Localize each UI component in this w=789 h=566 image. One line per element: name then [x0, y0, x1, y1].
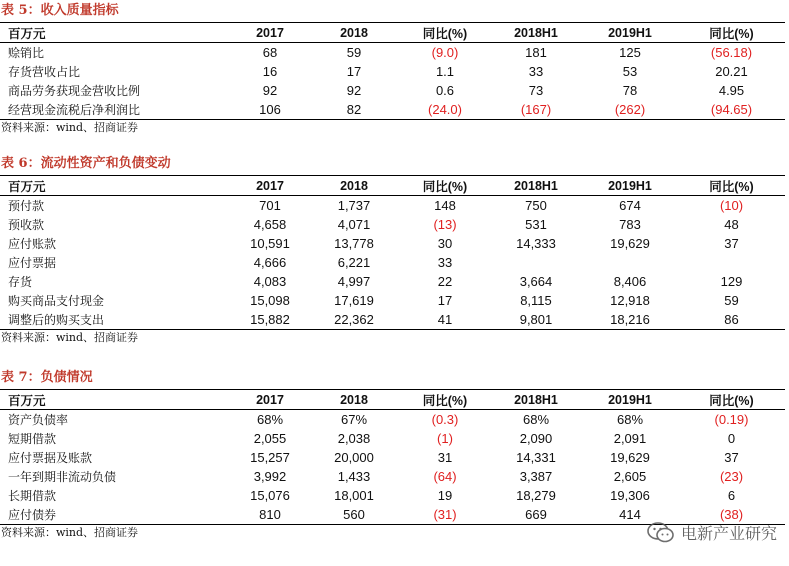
table-row	[0, 43, 785, 63]
table-cell: 19,306	[610, 488, 650, 503]
table-row	[0, 234, 785, 253]
table-cell: 0	[727, 431, 736, 446]
column-header: 2019H1	[608, 392, 652, 407]
table-cell: (94.65)	[710, 102, 753, 117]
table-row	[0, 291, 785, 310]
table-cell: 17	[346, 64, 362, 79]
row-label: 短期借款	[8, 432, 57, 446]
column-header: 同比(%)	[422, 393, 468, 408]
table-cell: 59	[724, 293, 739, 308]
table-cell: 20,000	[334, 450, 374, 465]
column-header: 2017	[256, 178, 284, 193]
table-cell: (0.3)	[431, 412, 459, 427]
table-cell: 3,992	[253, 469, 287, 484]
table-header-row	[0, 23, 785, 43]
table-cell: 4,083	[253, 274, 287, 289]
table-cell: 4.95	[718, 83, 745, 98]
table-cell: 783	[619, 217, 641, 232]
table-header-row	[0, 390, 785, 410]
table-cell: 31	[437, 450, 453, 465]
row-label: 赊销比	[8, 46, 45, 60]
table-cell: 701	[259, 198, 281, 213]
table-cell: 125	[619, 45, 641, 60]
column-header: 同比(%)	[422, 26, 468, 41]
table-cell: 129	[720, 274, 743, 289]
column-header: 2017	[256, 25, 284, 40]
row-label: 存货营收占比	[8, 65, 81, 79]
table-cell: 4,666	[253, 255, 287, 270]
table-row	[0, 196, 785, 216]
table-5-section	[0, 0, 789, 136]
table-cell: 73	[528, 83, 544, 98]
row-label: 长期借款	[8, 489, 57, 503]
row-label: 一年到期非流动负债	[8, 470, 117, 484]
table-cell: 18,216	[610, 312, 650, 327]
table-source: 资料来源：wind、招商证券	[1, 331, 139, 344]
table-cell: 53	[622, 64, 638, 79]
table-source: 资料来源：wind、招商证券	[1, 526, 139, 539]
table-cell: 15,882	[250, 312, 290, 327]
table-cell: 82	[346, 102, 362, 117]
table-7-section	[0, 367, 789, 541]
table-cell: 14,333	[516, 236, 556, 251]
watermark-text: 电新产业研究	[680, 524, 777, 543]
table-cell: 68%	[616, 412, 644, 427]
column-header: 2019H1	[608, 25, 652, 40]
table-cell: 19	[437, 488, 453, 503]
table-cell	[490, 253, 582, 272]
table-cell: 2,055	[253, 431, 287, 446]
table-cell: 18,279	[516, 488, 556, 503]
table-cell: 13,778	[334, 236, 374, 251]
table-cell: 560	[343, 507, 365, 522]
column-header: 2018	[340, 178, 368, 193]
table-cell: 30	[437, 236, 453, 251]
row-label: 调整后的购买支出	[8, 313, 105, 327]
table-cell: 92	[262, 83, 278, 98]
table-cell: 48	[724, 217, 739, 232]
table-cell: 37	[724, 450, 739, 465]
table-row	[0, 429, 785, 448]
column-header: 2019H1	[608, 178, 652, 193]
table-cell: 531	[525, 217, 547, 232]
column-header: 2018H1	[514, 392, 558, 407]
row-label: 预收款	[8, 218, 45, 232]
data-table	[0, 175, 785, 330]
header-unit: 百万元	[8, 25, 46, 41]
table-row	[0, 100, 785, 120]
table-cell: (24.0)	[428, 102, 462, 117]
table-row	[0, 310, 785, 330]
table-cell: 2,605	[613, 469, 647, 484]
table-title: 表 5：收入质量指标	[1, 3, 119, 18]
table-cell: 6	[727, 488, 736, 503]
table-cell: 106	[259, 102, 281, 117]
table-cell: (167)	[520, 102, 552, 117]
row-label: 购买商品支付现金	[8, 294, 105, 308]
table-title: 表 7：负债情况	[1, 370, 93, 385]
table-cell: 674	[619, 198, 641, 213]
column-header: 同比(%)	[422, 179, 468, 194]
table-cell: 810	[259, 507, 281, 522]
table-cell: (13)	[433, 217, 457, 232]
row-label: 应付账款	[8, 237, 57, 251]
table-cell: 181	[525, 45, 547, 60]
table-cell: 2,091	[613, 431, 647, 446]
table-cell: 17,619	[334, 293, 374, 308]
row-label: 经营现金流税后净利润比	[8, 103, 141, 117]
table-cell: 750	[525, 198, 547, 213]
table-cell: (262)	[614, 102, 646, 117]
table-cell: 669	[525, 507, 547, 522]
table-cell: 15,098	[250, 293, 290, 308]
table-row	[0, 62, 785, 81]
row-label: 预付款	[8, 199, 45, 213]
column-header: 2017	[256, 392, 284, 407]
table-cell: 1,737	[337, 198, 371, 213]
table-cell: 20.21	[715, 64, 748, 79]
table-cell: 14,331	[516, 450, 556, 465]
table-cell: 8,406	[613, 274, 647, 289]
data-table	[0, 22, 785, 120]
table-cell: 4,071	[337, 217, 371, 232]
table-cell: 3,387	[519, 469, 553, 484]
column-header: 2018H1	[514, 25, 558, 40]
table-cell: 18,001	[334, 488, 374, 503]
header-unit: 百万元	[8, 392, 46, 408]
table-cell: 68%	[522, 412, 550, 427]
table-cell: 78	[622, 83, 638, 98]
table-cell	[678, 253, 785, 272]
table-cell: 67%	[340, 412, 368, 427]
table-cell: 0.6	[435, 83, 455, 98]
table-6-section	[0, 153, 789, 346]
table-row	[0, 215, 785, 234]
table-cell: 15,257	[250, 450, 290, 465]
column-header: 2018H1	[514, 178, 558, 193]
table-row	[0, 253, 785, 272]
table-row	[0, 486, 785, 505]
table-cell: (64)	[433, 469, 457, 484]
table-cell: (10)	[719, 198, 744, 213]
table-cell: 16	[262, 64, 278, 79]
table-cell: 15,076	[250, 488, 290, 503]
table-row	[0, 272, 785, 291]
table-cell: 3,664	[519, 274, 553, 289]
row-label: 应付票据	[8, 256, 57, 270]
column-header: 同比(%)	[709, 393, 754, 408]
table-cell: 37	[724, 236, 739, 251]
table-cell: 33	[437, 255, 453, 270]
row-label: 存货	[8, 275, 33, 289]
table-cell: (0.19)	[714, 412, 749, 427]
table-cell: (31)	[433, 507, 457, 522]
table-cell: 414	[619, 507, 641, 522]
table-cell: 2,038	[337, 431, 371, 446]
row-label: 商品劳务获现金营收比例	[8, 84, 141, 98]
table-row	[0, 410, 785, 430]
table-cell: (9.0)	[431, 45, 459, 60]
data-table	[0, 389, 785, 525]
row-label: 应付债券	[8, 508, 57, 522]
table-source: 资料来源：wind、招商证券	[1, 121, 139, 134]
column-header: 2018	[340, 392, 368, 407]
table-cell: 12,918	[610, 293, 650, 308]
table-cell: 6,221	[337, 255, 371, 270]
table-cell: 1,433	[337, 469, 371, 484]
table-cell: 68%	[256, 412, 284, 427]
table-cell: 2,090	[519, 431, 553, 446]
table-cell: 22,362	[334, 312, 374, 327]
column-header: 同比(%)	[709, 26, 754, 41]
column-header: 同比(%)	[709, 179, 754, 194]
table-row	[0, 448, 785, 467]
table-cell: 17	[437, 293, 453, 308]
table-cell: 41	[437, 312, 453, 327]
table-cell	[582, 253, 678, 272]
header-unit: 百万元	[8, 178, 46, 194]
table-cell: 4,658	[253, 217, 287, 232]
table-cell: (56.18)	[710, 45, 753, 60]
row-label: 应付票据及账款	[8, 451, 93, 465]
table-cell: 33	[528, 64, 544, 79]
table-cell: (23)	[719, 469, 744, 484]
table-cell: 1.1	[435, 64, 455, 79]
table-title: 表 6：流动性资产和负债变动	[1, 156, 171, 171]
table-cell: 68	[262, 45, 278, 60]
column-header: 2018	[340, 25, 368, 40]
table-cell: (1)	[437, 431, 453, 446]
table-cell: 8,115	[520, 293, 552, 308]
table-row	[0, 467, 785, 486]
table-cell: 92	[346, 83, 362, 98]
table-row	[0, 81, 785, 100]
watermark	[647, 521, 777, 544]
table-cell: 9,801	[519, 312, 553, 327]
table-cell: 10,591	[250, 236, 290, 251]
row-label: 资产负债率	[8, 413, 69, 427]
table-cell: 86	[724, 312, 739, 327]
table-header-row	[0, 176, 785, 196]
table-cell: 19,629	[610, 236, 650, 251]
wechat-icon	[647, 522, 675, 544]
table-cell: 22	[437, 274, 453, 289]
table-cell: 148	[434, 198, 456, 213]
table-cell: 4,997	[337, 274, 371, 289]
table-cell: 59	[346, 45, 362, 60]
table-cell: 19,629	[610, 450, 650, 465]
table-cell: (38)	[719, 507, 744, 522]
